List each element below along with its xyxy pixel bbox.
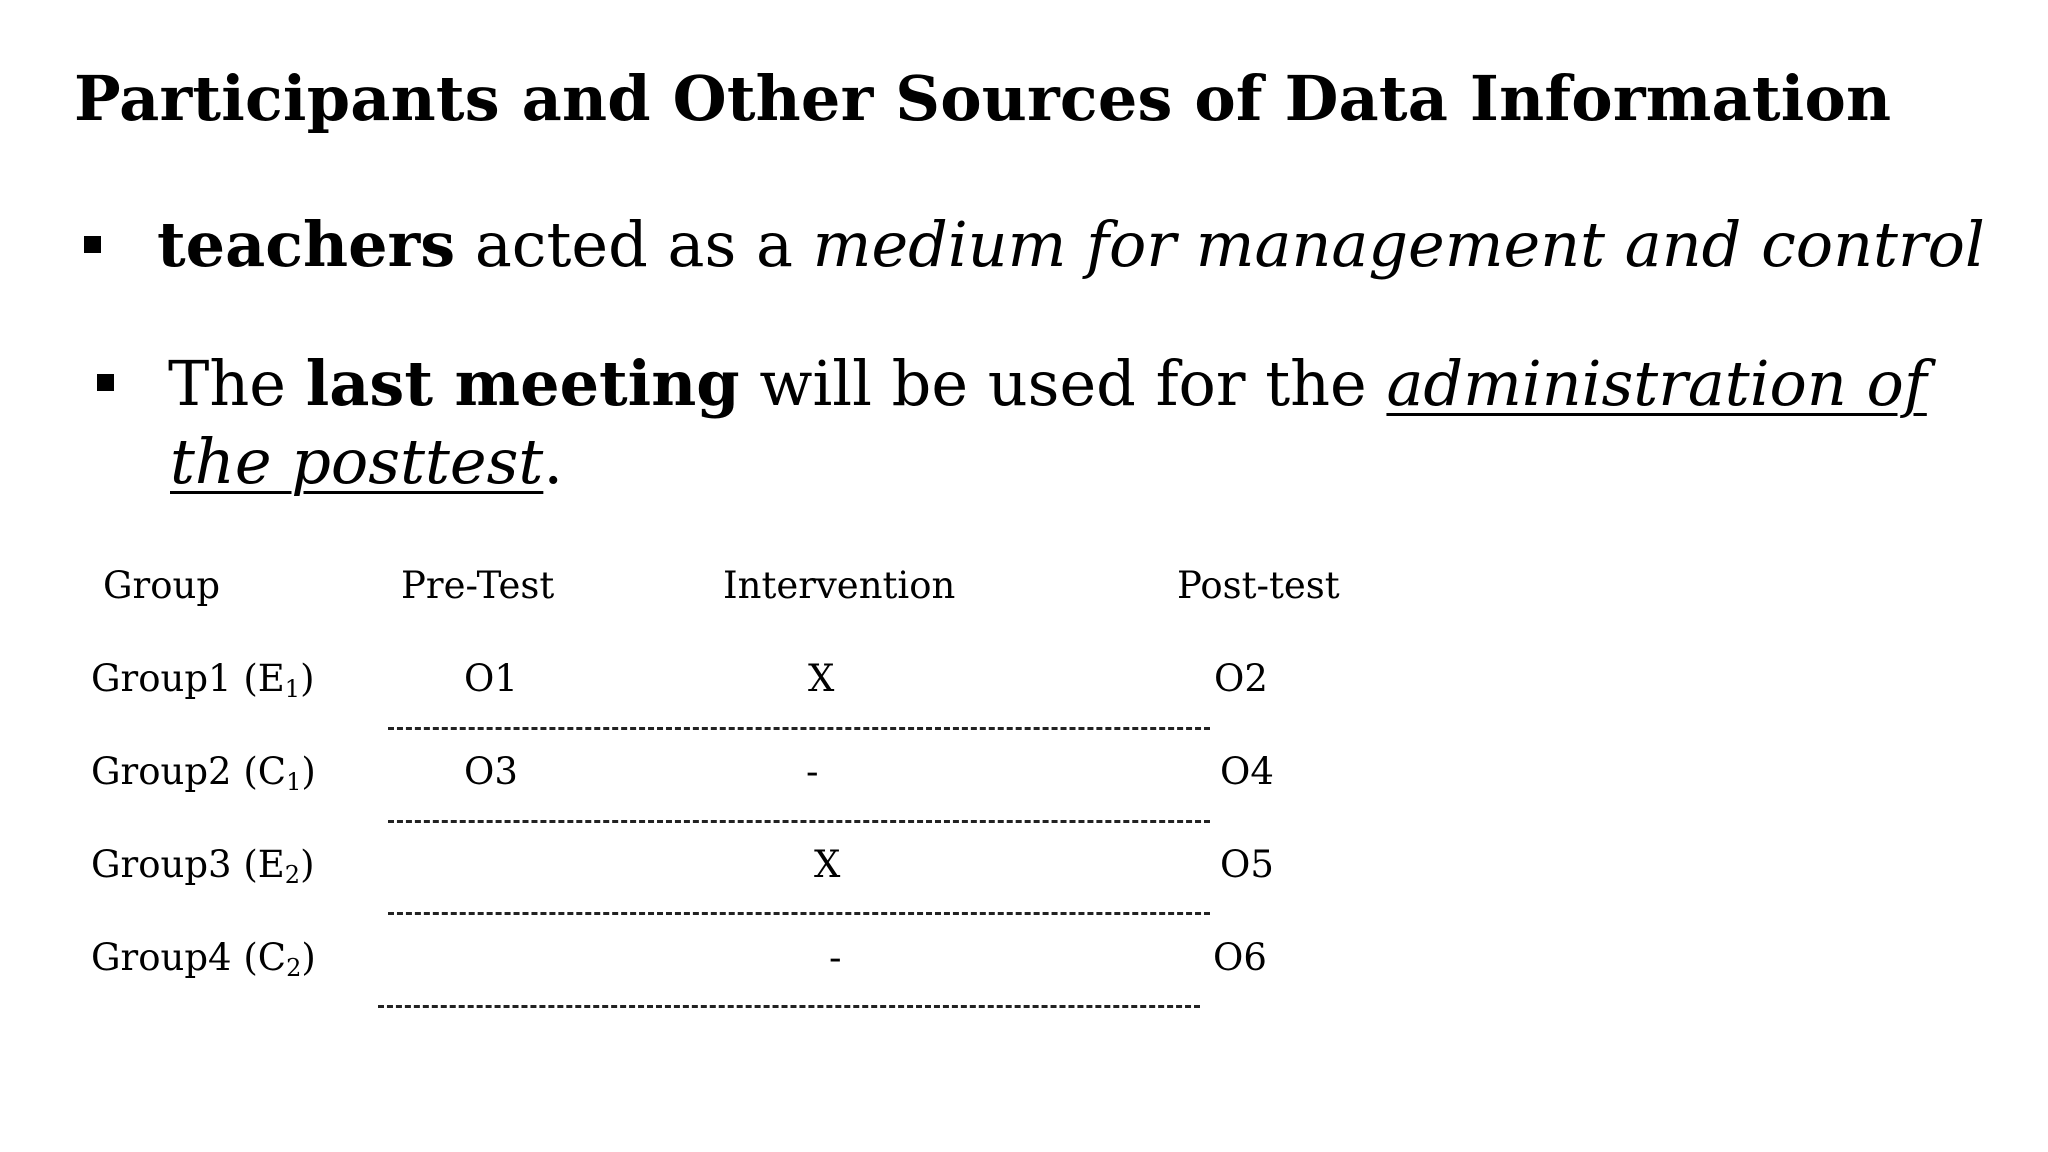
row-group-label (91, 842, 315, 888)
row-pretest: O1 (464, 657, 518, 700)
group-subscript: 2 (284, 861, 301, 889)
group-subscript: 1 (284, 675, 301, 703)
group-subscript: 1 (286, 768, 302, 796)
row-posttest: O4 (1220, 750, 1274, 793)
row-divider (378, 1005, 1200, 1008)
bullet-underlined-italic-text: administration of (1386, 347, 1927, 420)
header-posttest: Post-test (1177, 564, 1340, 607)
row-group-label (91, 749, 316, 795)
group-name: Group2 (C (91, 750, 287, 793)
bullet-lead-text: The (168, 347, 306, 420)
row-divider (388, 820, 1210, 823)
row-intervention: - (806, 750, 819, 793)
row-intervention: X (814, 843, 841, 886)
bullet-bold-text: last meeting (305, 347, 740, 420)
row-posttest: O6 (1213, 936, 1267, 979)
group-subscript: 2 (286, 954, 302, 982)
row-divider (388, 727, 1210, 730)
group-name: Group1 (E (91, 657, 285, 700)
group-name: Group4 (C (91, 936, 287, 979)
group-name: Group3 (E (91, 843, 285, 886)
bullet-text: acted as a (455, 208, 813, 281)
header-pretest: Pre-Test (401, 564, 555, 607)
bullet-underlined-italic-text: the posttest (170, 425, 544, 498)
header-intervention: Intervention (723, 564, 956, 607)
group-close: ) (301, 936, 316, 979)
group-close: ) (300, 657, 315, 700)
group-close: ) (300, 843, 315, 886)
row-intervention: X (808, 657, 835, 700)
slide-title: Participants and Other Sources of Data Information (74, 62, 1892, 135)
row-posttest: O2 (1214, 657, 1268, 700)
row-posttest: O5 (1220, 843, 1274, 886)
row-pretest: O3 (464, 750, 518, 793)
row-group-label (91, 935, 316, 981)
row-intervention: - (829, 936, 842, 979)
group-close: ) (301, 750, 316, 793)
row-group-label (91, 656, 315, 702)
bullet-italic-text: medium for management and control (812, 208, 1985, 281)
row-divider (388, 912, 1210, 915)
bullet-bold-text: teachers (157, 208, 456, 281)
bullet-text: will be used for the (739, 347, 1387, 420)
header-group: Group (103, 564, 221, 607)
bullet-end-text: . (543, 425, 564, 498)
